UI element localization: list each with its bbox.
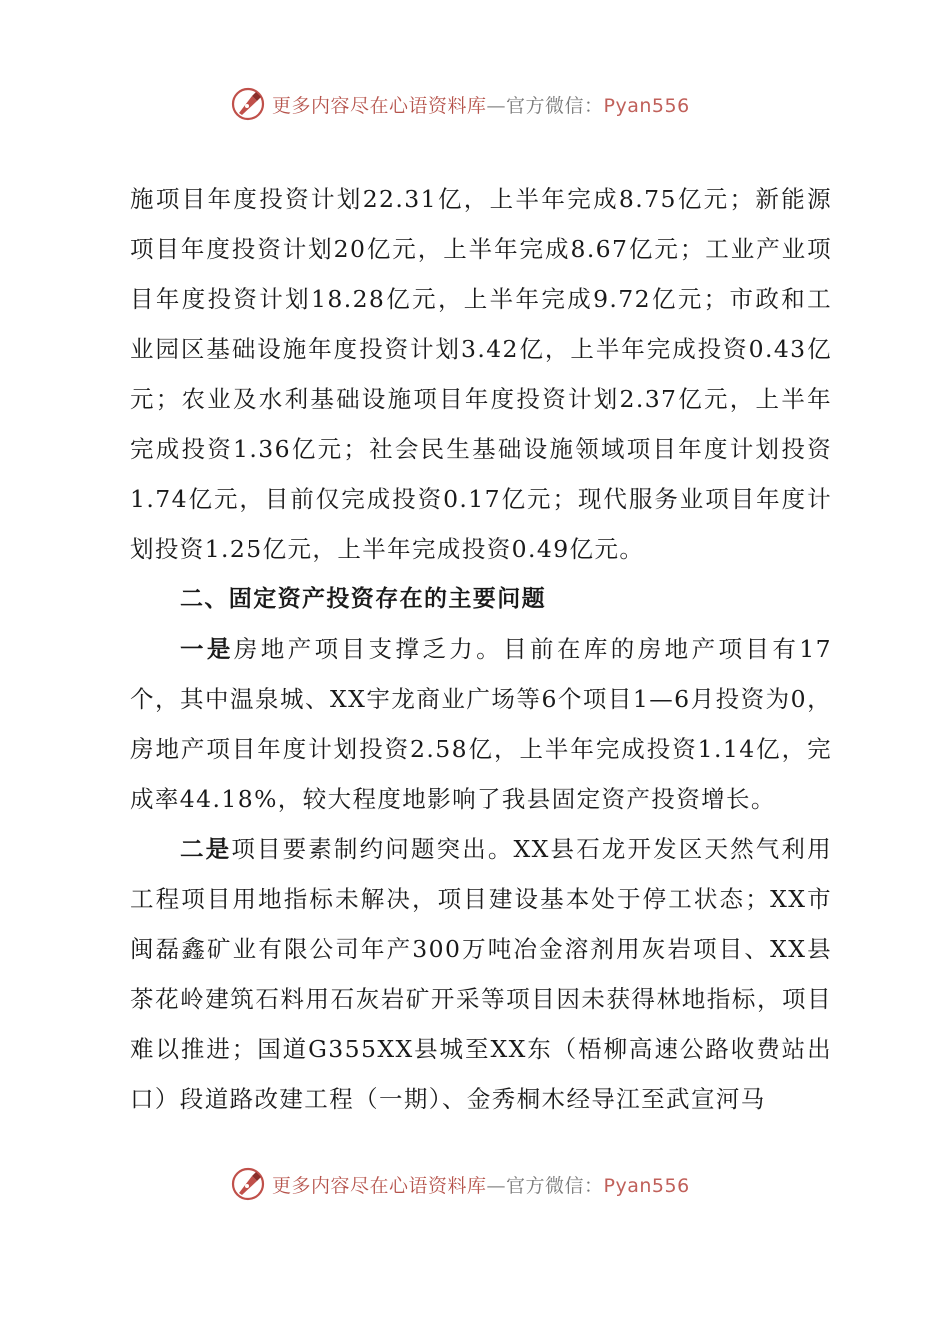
header-watermark xyxy=(230,84,690,124)
watermark-brand: 更多内容尽在心语资料库 xyxy=(272,1174,487,1197)
watermark-brand: 更多内容尽在心语资料库 xyxy=(272,94,487,117)
document-body xyxy=(130,174,832,1124)
paragraph-factor-constraints xyxy=(130,824,832,1124)
watermark-dash: — xyxy=(486,1174,507,1197)
lead-label-second: 二是 xyxy=(180,835,232,863)
lead-label-first: 一是 xyxy=(180,635,234,663)
paragraph-factor-constraints-text: 项目要素制约问题突出。XX县石龙开发区天然气利用工程项目用地指标未解决，项目建设基本处于停工状态；XX市闽磊鑫矿业有限公司年产300万吨冶金溶剂用灰岩项目、XX县茶花岭建筑石料用石灰岩矿开采等项目因未获得林地指标，项目难以推进；国道G355XX县城至XX东（梧柳高速公路收费站出口）段道路改建工程（一期）、金秀桐木经导江至武宣河马 xyxy=(130,835,832,1113)
pen-nib-logo-icon xyxy=(230,86,266,122)
watermark-official-label: 官方微信： xyxy=(506,94,604,117)
footer-watermark xyxy=(230,1164,690,1204)
watermark-text xyxy=(272,1171,690,1198)
watermark-text xyxy=(272,91,690,118)
paragraph-real-estate xyxy=(130,624,832,824)
paragraph-investment-plan: 施项目年度投资计划22.31亿，上半年完成8.75亿元；新能源项目年度投资计划20亿元，上半年完成8.67亿元；工业产业项目年度投资计划18.28亿元，上半年完成9.72亿元；市政和工业园区基础设施年度投资计划3.42亿，上半年完成投资0.43亿元；农业及水利基础设施项目年度投资计划2.37亿元，上半年完成投资1.36亿元；社会民生基础设施领域项目年度计划投资1.74亿元，目前仅完成投资0.17亿元；现代服务业项目年度计划投资1.25亿元，上半年完成投资0.49亿元。 xyxy=(130,185,832,563)
watermark-handle: Pyan556 xyxy=(603,1174,690,1197)
watermark-dash: — xyxy=(486,94,507,117)
pen-nib-logo-icon xyxy=(230,1166,266,1202)
section-heading-main-problems: 二、固定资产投资存在的主要问题 xyxy=(180,586,546,612)
watermark-handle: Pyan556 xyxy=(603,94,690,117)
paragraph-real-estate-text: 房地产项目支撑乏力。目前在库的房地产项目有17个，其中温泉城、XX宇龙商业广场等6个项目1—6月投资为0，房地产项目年度计划投资2.58亿，上半年完成投资1.14亿，完成率44.18%，较大程度地影响了我县固定资产投资增长。 xyxy=(130,635,832,813)
watermark-official-label: 官方微信： xyxy=(506,1174,604,1197)
